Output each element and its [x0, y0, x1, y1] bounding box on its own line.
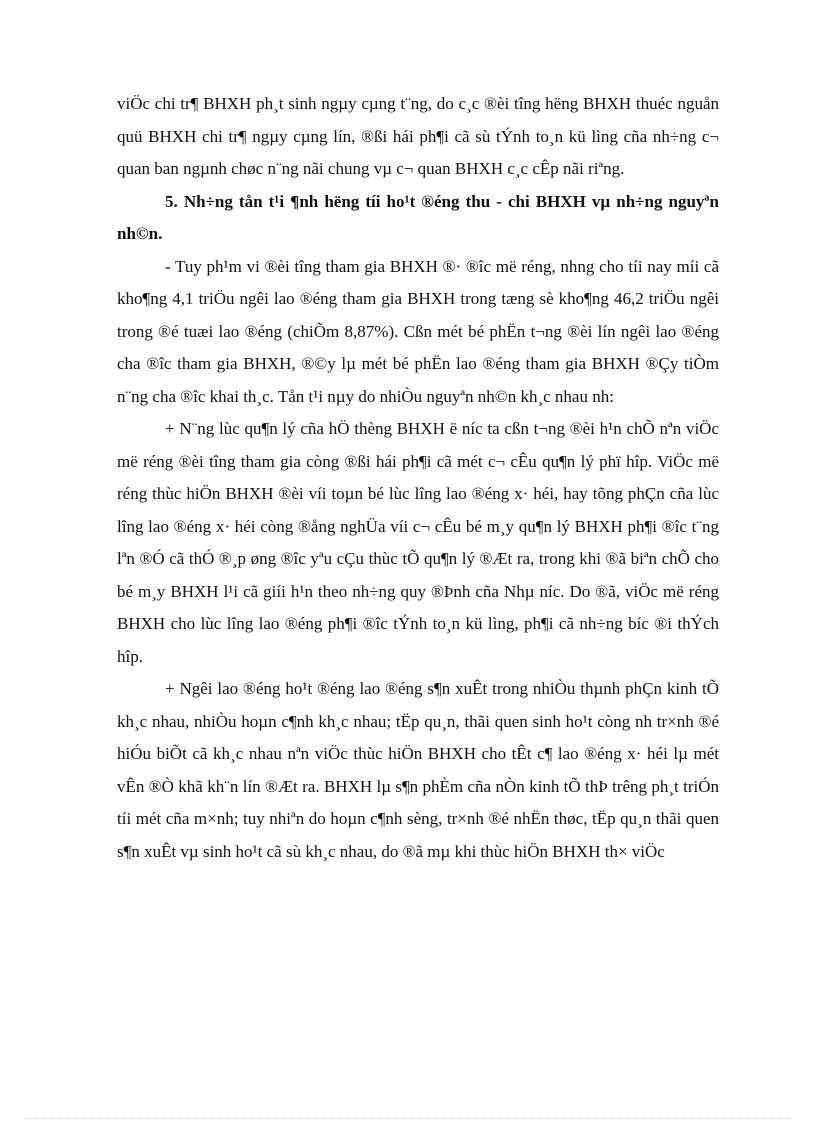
- document-page: [117, 88, 719, 868]
- section-heading: 5. Nh÷ng tån t¹i ¶nh hëng tíi ho¹t ®éng thu - chi BHXH vµ nh÷ng nguyªn nh©n.: [117, 191, 719, 243]
- body-paragraph-continued: viÖc chi tr¶ BHXH ph¸t sinh ngµy cµng t¨ng, do c¸c ®èi tîng hëng BHXH thuéc nguån quü BHXH chi tr¶ ngµy cµng lín, ®ßi hái ph¶i cã sù tÝnh to¸n kü lìng cña nh÷ng c¬ quan ban ngµnh chøc n¨ng nãi chung vµ c¬ quan BHXH c¸c cÊp nãi riªng.: [117, 94, 719, 178]
- page-bottom-divider: [24, 1118, 792, 1119]
- paragraph-coverage: - Tuy ph¹m vi ®èi tîng tham gia BHXH ®· ®îc më réng, nhng cho tíi nay míi cã kho¶ng 4,1 triÖu ngêi lao ®éng tham gia BHXH trong tæng sè kho¶ng 46,2 triÖu ngêi trong ®é tuæi lao ®éng (chiÕm 8,87%). Cßn mét bé phËn t¬ng ®èi lín ngêi lao ®éng cha ®îc tham gia BHXH, ®©y lµ mét bé phËn lao ®éng tham gia BHXH ®Çy tiÒm n¨ng cha ®îc khai th¸c. Tån t¹i nµy do nhiÒu nguyªn nh©n kh¸c nhau nh:: [117, 256, 719, 406]
- paragraph-management-capacity: + N¨ng lùc qu¶n lý cña hÖ thèng BHXH ë níc ta cßn t¬ng ®èi h¹n chÕ nªn viÖc më réng ®èi tîng tham gia còng ®ßi hái ph¶i cã mét c¬ cÊu qu¶n lý phï hîp. ViÖc më réng thùc hiÖn BHXH ®èi víi toµn bé lùc lîng lao ®éng x· héi, hay tõng phÇn cña lùc lîng lao ®éng x· héi còng ®ång nghÜa víi c¬ cÊu bé m¸y qu¶n lý BHXH ph¶i ®îc t¨ng lªn ®Ó cã thÓ ®¸p øng ®îc yªu cÇu thùc tÕ qu¶n lý ®Æt ra, trong khi ®ã biªn chÕ cho bé m¸y BHXH l¹i cã giíi h¹n theo nh÷ng quy ®Þnh cña Nhµ níc. Do ®ã, viÖc më réng BHXH cho lùc lîng lao ®éng ph¶i ®îc tÝnh to¸n kü lìng, ph¶i cã nh÷ng bíc ®i thÝch hîp.: [117, 419, 719, 666]
- paragraph-workers: + Ngêi lao ®éng ho¹t ®éng lao ®éng s¶n xuÊt trong nhiÒu thµnh phÇn kinh tÕ kh¸c nhau, nhiÒu hoµn c¶nh kh¸c nhau; tËp qu¸n, thãi quen sinh ho¹t còng nh tr×nh ®é hiÓu biÕt cã kh¸c nhau nªn viÖc thùc hiÖn BHXH cho tÊt c¶ lao ®éng x· héi lµ mét vÊn ®Ò khã kh¨n lín ®Æt ra. BHXH lµ s¶n phÈm cña nÒn kinh tÕ thÞ trêng ph¸t triÓn tíi mét cña m×nh; tuy nhiªn do hoµn c¶nh sèng, tr×nh ®é nhËn thøc, tËp qu¸n thãi quen s¶n xuÊt vµ sinh ho¹t cã sù kh¸c nhau, do ®ã mµ khi thùc hiÖn BHXH th× viÖc: [117, 679, 719, 861]
